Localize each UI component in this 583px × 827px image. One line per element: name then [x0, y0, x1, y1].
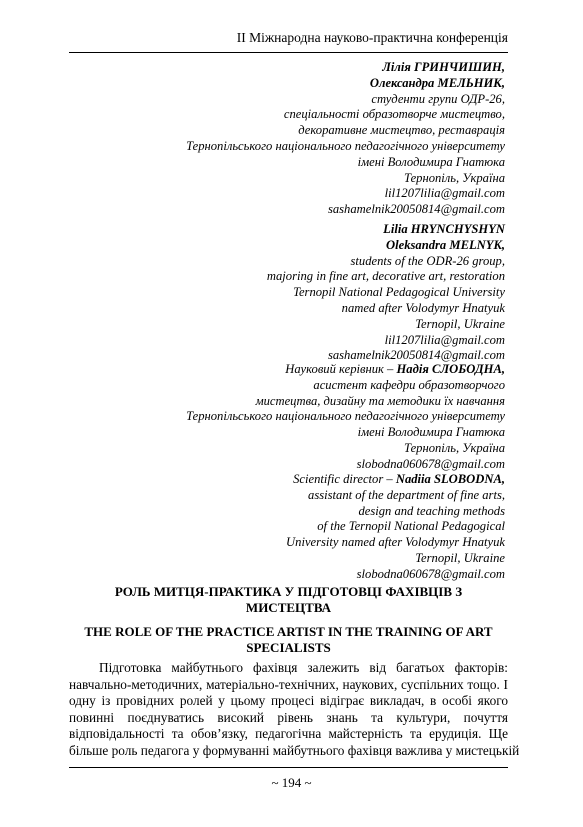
- affiliation-line: асистент кафедри образотворчого: [313, 377, 505, 392]
- footer-rule: [69, 767, 508, 768]
- supervisor-line-en: [286, 472, 505, 488]
- body-line: навчально-методичних, матеріально-технічних, наукових, суспільних тощо. І: [69, 676, 508, 692]
- email-line: slobodna060678@gmail.com: [356, 566, 505, 581]
- title-en-line-2: SPECIALISTS: [246, 639, 331, 655]
- affiliation-line: Тернопіль, Україна: [404, 170, 505, 185]
- affiliation-line: спеціальності образотворче мистецтво,: [283, 107, 505, 122]
- affiliation-line: декоративне мистецтво, реставрація: [298, 123, 505, 138]
- affiliation-line: students of the ODR-26 group,: [350, 253, 505, 268]
- authors-en-block: [267, 222, 505, 364]
- affiliation-line: Ternopil, Ukraine: [415, 316, 505, 331]
- affiliation-line: мистецтва, дизайну та методики їх навчання: [255, 393, 505, 408]
- affiliation-line: assistant of the department of fine arts,: [308, 487, 505, 502]
- title-ua-line-2: МИСТЕЦТВА: [245, 599, 332, 615]
- email-line: sashamelnik20050814@gmail.com: [327, 348, 505, 363]
- affiliation-line: Ternopil, Ukraine: [415, 550, 505, 565]
- affiliation-line: Ternopil National Pedagogical University: [293, 285, 505, 300]
- supervisor-en-block: [286, 472, 505, 583]
- affiliation-line: імені Володимира Гнатюка: [357, 425, 505, 440]
- email-line: sashamelnik20050814@gmail.com: [327, 202, 505, 217]
- body-line: повинні поєднуватись високий рівень знань та культури, почуття: [69, 709, 508, 725]
- author-name-2-ua: Олександра МЕЛЬНИК,: [369, 75, 505, 90]
- affiliation-line: majoring in fine art, decorative art, restoration: [266, 269, 505, 284]
- body-line: відповідальності та обов’язку, педагогічна майстерність та ерудиція. Ще: [69, 726, 508, 742]
- affiliation-line: named after Volodymyr Hnatyuk: [341, 300, 505, 315]
- supervisor-prefix-en: Scientific director –: [293, 472, 396, 486]
- email-line: lil1207lilia@gmail.com: [384, 186, 505, 201]
- header-rule: [69, 52, 508, 53]
- body-line: більше роль педагога у формуванні майбутнього фахівця важлива у мистецькій: [69, 742, 520, 758]
- affiliation-line: Тернопіль, Україна: [404, 440, 505, 455]
- title-ua-line-1: РОЛЬ МИТЦЯ-ПРАКТИКА У ПІДГОТОВЦІ ФАХІВЦІВ З: [114, 584, 463, 599]
- body-line: Підготовка майбутнього фахівця залежить від багатьох факторів:: [99, 660, 508, 675]
- page-number: ~ 194 ~: [271, 775, 312, 790]
- supervisor-ua-block: [186, 362, 505, 473]
- affiliation-line: Тернопільського національного педагогічного університету: [186, 138, 505, 153]
- affiliation-line: імені Володимира Гнатюка: [357, 154, 505, 169]
- affiliation-line: студенти групи ОДР-26,: [371, 91, 505, 106]
- body-line: одну із провідних ролей у цьому процесі відіграє викладач, в особі якого: [69, 693, 508, 709]
- title-en-line-1: THE ROLE OF THE PRACTICE ARTIST IN THE TRAINING OF ART: [84, 624, 493, 639]
- author-name-1-en: Lilia HRYNCHYSHYN: [383, 222, 505, 236]
- supervisor-prefix-ua: Науковий керівник –: [285, 362, 397, 376]
- author-name-1-ua: Лілія ГРИНЧИШИН,: [382, 60, 505, 74]
- supervisor-name-en: Nadiia SLOBODNA,: [395, 472, 505, 486]
- paper-title-en: [69, 624, 508, 655]
- supervisor-name-ua: Надія СЛОБОДНА,: [396, 362, 505, 376]
- authors-ua-block: [186, 60, 505, 218]
- body-paragraph: [69, 660, 520, 760]
- affiliation-line: of the Ternopil National Pedagogical: [317, 519, 505, 534]
- affiliation-line: Тернопільського національного педагогічного університету: [186, 409, 505, 424]
- running-header: ІІ Міжнародна науково-практична конференція: [236, 30, 508, 45]
- affiliation-line: University named after Volodymyr Hnatyuk: [286, 535, 505, 550]
- email-line: lil1207lilia@gmail.com: [384, 332, 505, 347]
- paper-title-ua: [69, 584, 508, 615]
- supervisor-line-ua: [186, 362, 505, 378]
- author-name-2-en: Oleksandra MELNYK,: [386, 237, 505, 252]
- affiliation-line: design and teaching methods: [358, 503, 505, 518]
- email-line: slobodna060678@gmail.com: [356, 456, 505, 471]
